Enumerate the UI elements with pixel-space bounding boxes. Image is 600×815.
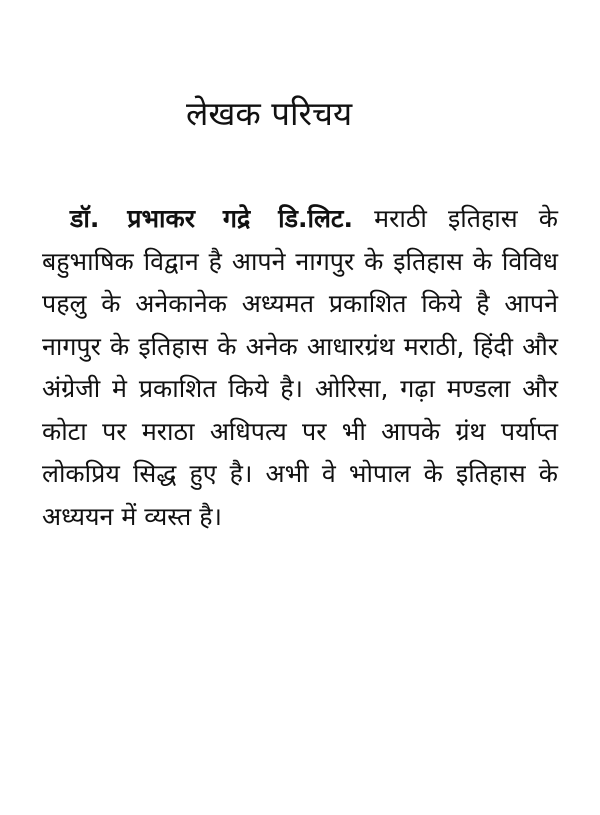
author-name: डॉ. प्रभाकर गद्रे डि.लिट.: [70, 204, 354, 233]
bio-text: मराठी इतिहास के बहुभाषिक विद्वान है आपने नागपुर के इतिहास के विविध पहलु के अनेकानेक अध्यमत प्रकाशित किये है आपने नागपुर के इतिहास के अनेक आधारग्रंथ मराठी, हिंदी और अंग्रेजी मे प्रकाशित किये है। ओरिसा, गढ़ा मण्डला और कोटा पर मराठा अधिपत्य पर भी आपके ग्रंथ पर्याप्त लोकप्रिय सिद्ध हुए है। अभी वे भोपाल के इतिहास के अध्ययन में व्यस्त है।: [42, 204, 558, 531]
author-bio-paragraph: [42, 198, 558, 538]
page-title: लेखक परिचय: [186, 94, 353, 133]
